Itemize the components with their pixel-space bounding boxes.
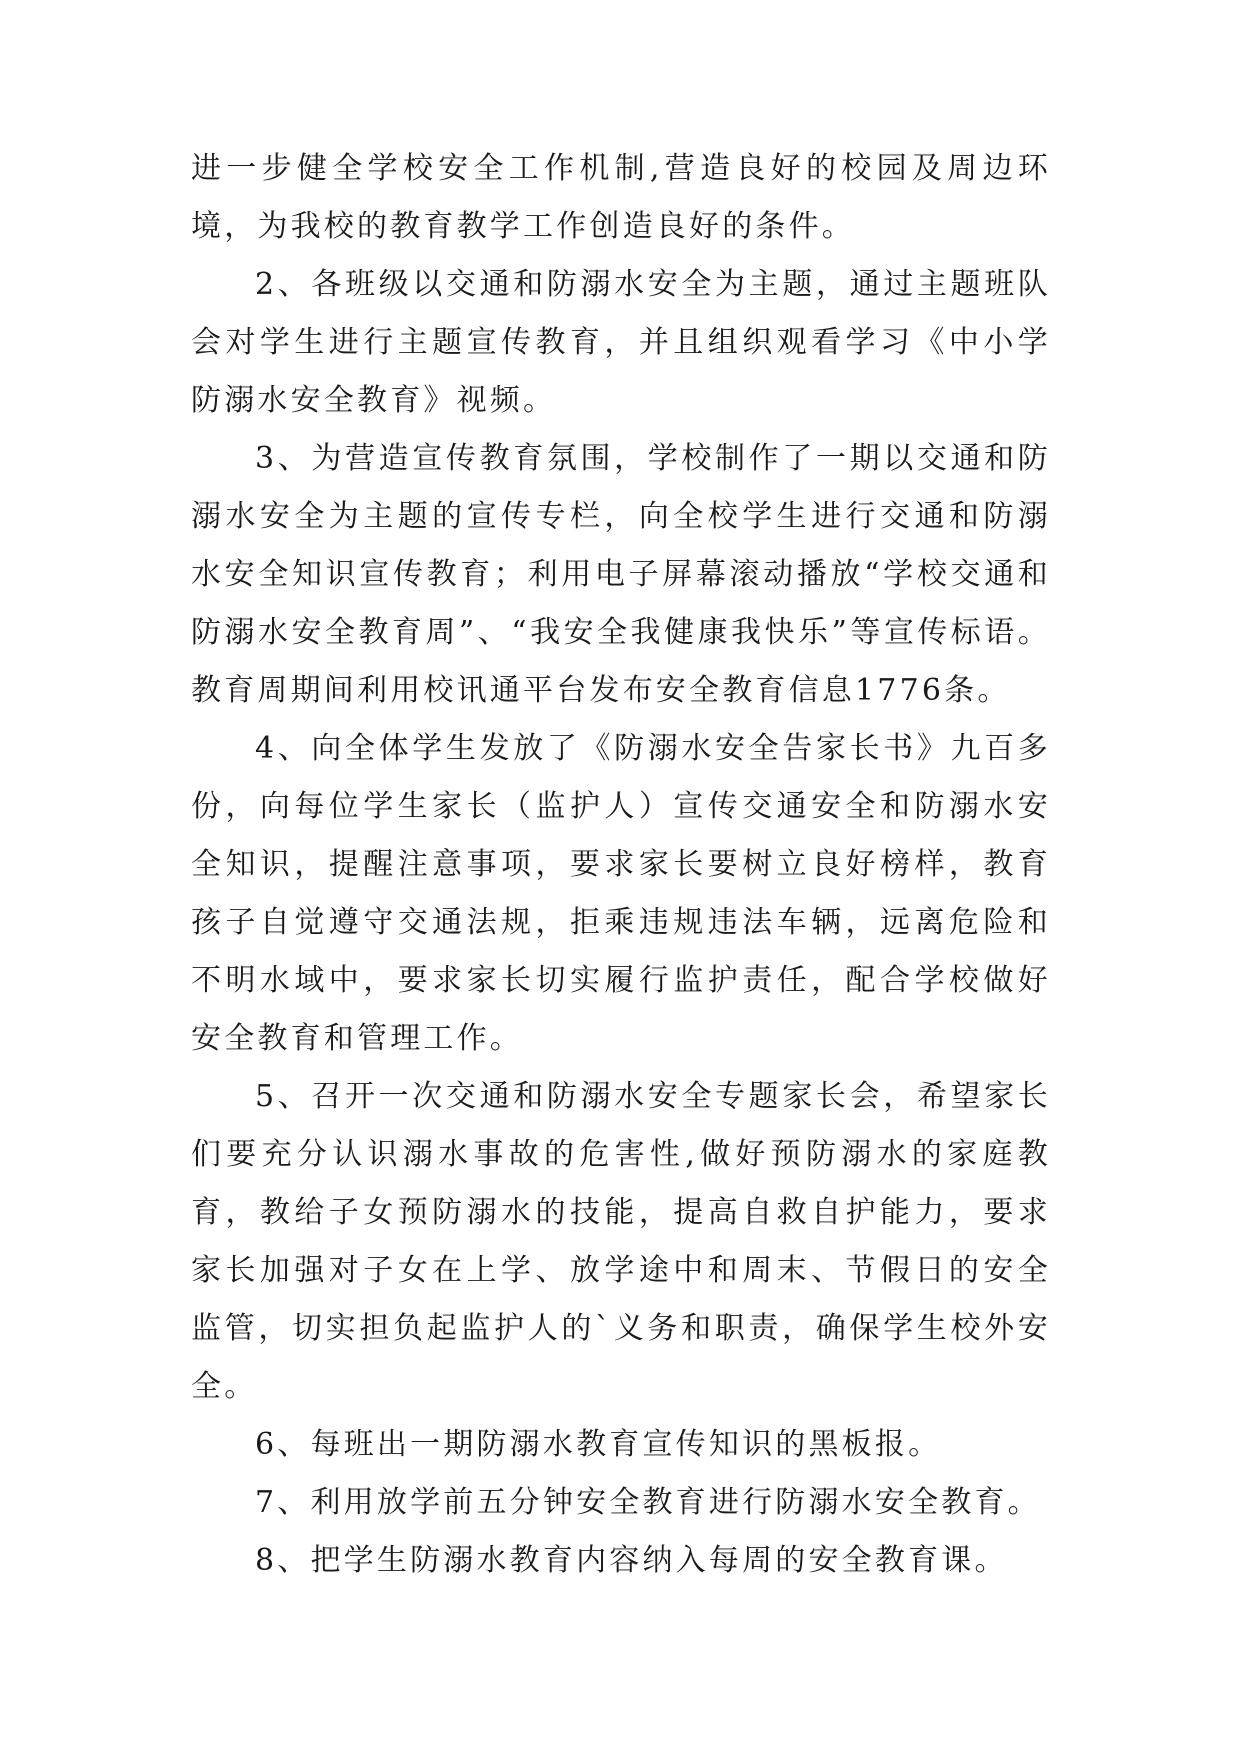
paragraph-6: 6、每班出一期防溺水教育宣传知识的黑板报。 [255, 1427, 942, 1462]
paragraph-1: 进一步健全学校安全工作机制,营造良好的校园及周边环境，为我校的教育教学工作创造良好的条件。 [191, 151, 1051, 244]
paragraph-5: 5、召开一次交通和防溺水安全专题家长会，希望家长们要充分认识溺水事故的危害性,做好预防溺水的家庭教育，教给子女预防溺水的技能，提高自救自护能力，要求家长加强对子女在上学、放学途中和周末、节假日的安全监管，切实担负起监护人的`义务和职责，确保学生校外安全。 [191, 1079, 1051, 1404]
paragraph-8: 8、把学生防溺水教育内容纳入每周的安全教育课。 [255, 1543, 1008, 1578]
document-body [191, 140, 1051, 1590]
paragraph-4: 4、向全体学生发放了《防溺水安全告家长书》九百多份，向每位学生家长（监护人）宣传交通安全和防溺水安全知识，提醒注意事项，要求家长要树立良好榜样，教育孩子自觉遵守交通法规，拒乘违规违法车辆，远离危险和不明水域中，要求家长切实履行监护责任，配合学校做好安全教育和管理工作。 [191, 731, 1051, 1056]
paragraph-7: 7、利用放学前五分钟安全教育进行防溺水安全教育。 [255, 1485, 1041, 1520]
paragraph-3: 3、为营造宣传教育氛围，学校制作了一期以交通和防溺水安全为主题的宣传专栏，向全校学生进行交通和防溺水安全知识宣传教育；利用电子屏幕滚动播放“学校交通和防溺水安全教育周”、“我安全我健康我快乐”等宣传标语。教育周期间利用校讯通平台发布安全教育信息1776条。 [191, 441, 1051, 708]
paragraph-2: 2、各班级以交通和防溺水安全为主题，通过主题班队会对学生进行主题宣传教育，并且组织观看学习《中小学防溺水安全教育》视频。 [191, 267, 1051, 418]
